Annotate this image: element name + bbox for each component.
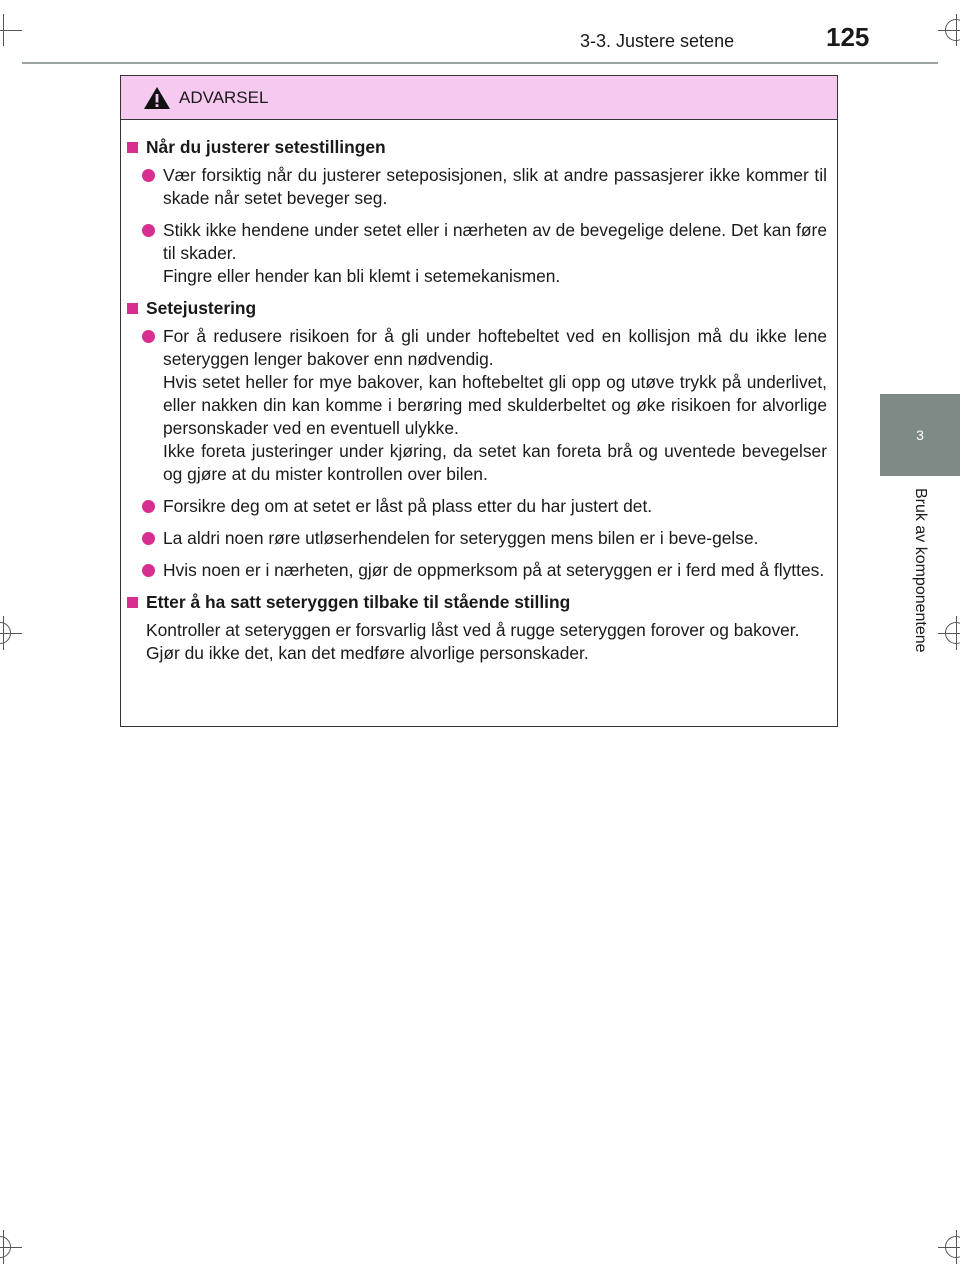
item-text: For å redusere risikoen for å gli under hoftebeltet ved en kollisjon må du ikke lene seteryggen lenger bakover enn nødvendig. [163, 326, 827, 369]
list-item [127, 527, 827, 550]
item-text: Hvis setet heller for mye bakover, kan hoftebeltet gli opp og utøve trykk på underlivet, eller nakken din kan komme i berøring med skulderbeltet og øke risikoen for alvorlige personskader ved en eventuell ulykke. [163, 372, 827, 438]
item-text: Fingre eller hender kan bli klemt i setemekanismen. [163, 266, 561, 286]
list-item [127, 219, 827, 288]
chapter-tab [880, 394, 960, 476]
item-text: La aldri noen røre utløserhendelen for seteryggen mens bilen er i beve-gelse. [163, 528, 759, 548]
chapter-title: Bruk av komponentene [912, 488, 929, 653]
square-bullet-icon [127, 597, 138, 608]
list-item [127, 559, 827, 582]
chapter-label [880, 488, 960, 698]
list-item [127, 495, 827, 518]
item-text: Forsikre deg om at setet er låst på plass etter du har justert det. [163, 496, 653, 516]
page-number: 125 [826, 22, 870, 52]
section-heading-text: Setejustering [146, 298, 257, 318]
section-title: 3-3. Justere setene [580, 31, 735, 51]
warning-header [121, 76, 837, 120]
section-heading-text: Når du justerer setestillingen [146, 137, 386, 157]
section-heading [127, 591, 827, 614]
square-bullet-icon [127, 142, 138, 153]
item-text: Hvis noen er i nærheten, gjør de oppmerksom på at seteryggen er i ferd med å flyttes. [163, 560, 825, 580]
round-bullet-icon [142, 224, 155, 237]
warning-content [121, 120, 837, 665]
item-text: Stikk ikke hendene under setet eller i nærheten av de bevegelige delene. Det kan føre til skader. [163, 220, 827, 263]
item-text: Vær forsiktig når du justerer seteposisjonen, slik at andre passasjerer ikke kommer til skade når setet beveger seg. [163, 165, 827, 208]
list-item [127, 164, 827, 210]
section-seat-position [127, 136, 827, 288]
section-body-text: Kontroller at seteryggen er forsvarlig låst ved å rugge seteryggen forover og bakover. Gjør du ikke det, kan det medføre alvorlige personskader. [146, 620, 800, 663]
section-seat-adjustment [127, 297, 827, 582]
section-heading [127, 136, 827, 159]
round-bullet-icon [142, 564, 155, 577]
warning-triangle-icon [143, 86, 171, 110]
round-bullet-icon [142, 532, 155, 545]
section-heading-text: Etter å ha satt seteryggen tilbake til stående stilling [146, 592, 571, 612]
round-bullet-icon [142, 169, 155, 182]
header-rule [22, 62, 938, 64]
warning-box [120, 75, 838, 727]
round-bullet-icon [142, 500, 155, 513]
item-text: Ikke foreta justeringer under kjøring, da setet kan foreta brå og uventede bevegelser og gjøre at du mister kontrollen over bilen. [163, 441, 827, 484]
warning-title: ADVARSEL [179, 87, 269, 107]
list-item [127, 325, 827, 486]
round-bullet-icon [142, 330, 155, 343]
section-seatback-upright [127, 591, 827, 665]
chapter-number: 3 [916, 427, 924, 443]
section-heading [127, 297, 827, 320]
square-bullet-icon [127, 303, 138, 314]
